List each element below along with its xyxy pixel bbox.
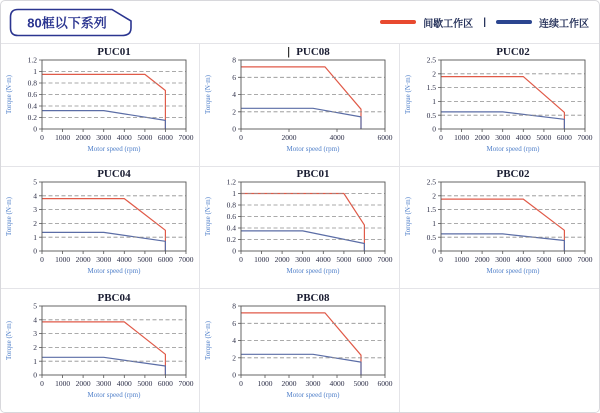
series-continuous (441, 234, 564, 251)
continuous-legend-label: 连续工作区 (539, 18, 589, 30)
y-tick-label: 0.4 (227, 224, 237, 234)
y-tick-label: 4 (232, 335, 237, 345)
x-tick-label: 7000 (577, 255, 593, 265)
chart-pbc08 (201, 291, 397, 411)
y-tick-label: 0.5 (426, 233, 437, 243)
chart-pbc02 (401, 167, 597, 287)
x-tick-label: 1000 (55, 378, 71, 388)
y-tick-label: 0 (232, 124, 237, 134)
x-tick-label: 6000 (158, 132, 174, 142)
x-tick-label: 2000 (281, 378, 297, 388)
series-intermittent (441, 76, 564, 128)
y-tick-label: 2.5 (426, 178, 437, 188)
x-axis-label: Motor speed (rpm) (486, 267, 540, 276)
y-axis-label: Torque (N·m) (5, 197, 14, 237)
x-tick-label: 3000 (495, 132, 511, 142)
series-intermittent (42, 74, 165, 129)
y-tick-label: 8 (232, 55, 237, 65)
x-tick-label: 5000 (536, 255, 552, 265)
y-tick-label: 0.8 (227, 201, 237, 211)
x-tick-label: 2000 (474, 132, 490, 142)
chart-cell (400, 167, 599, 290)
x-tick-label: 4000 (316, 255, 332, 265)
text-cursor (288, 47, 289, 58)
x-tick-label: 2000 (75, 378, 91, 388)
x-tick-label: 2000 (75, 255, 91, 265)
y-tick-label: 0 (432, 124, 437, 134)
y-tick-label: 0.2 (227, 235, 237, 245)
chart-title: PBC08 (296, 291, 330, 304)
y-tick-label: 5 (33, 178, 38, 188)
y-tick-label: 1 (33, 66, 38, 76)
y-tick-label: 0 (232, 247, 237, 257)
x-tick-label: 1000 (254, 255, 270, 265)
y-axis-label: Torque (N·m) (204, 197, 213, 237)
x-tick-label: 5000 (137, 255, 153, 265)
x-tick-label: 4000 (516, 255, 532, 265)
x-axis-label: Motor speed (rpm) (287, 144, 340, 153)
x-tick-label: 6000 (557, 132, 573, 142)
x-tick-label: 3000 (96, 132, 112, 142)
y-tick-label: 1.2 (227, 178, 237, 188)
y-tick-label: 4 (232, 89, 237, 99)
x-tick-label: 1000 (454, 255, 470, 265)
x-tick-label: 6000 (377, 132, 393, 142)
y-tick-label: 1 (432, 96, 437, 106)
chart-pbc01 (201, 167, 397, 287)
series-continuous (42, 110, 165, 128)
y-tick-label: 3 (33, 328, 38, 338)
y-tick-label: 1 (432, 219, 437, 229)
x-tick-label: 1000 (55, 132, 71, 142)
x-tick-label: 7000 (577, 132, 593, 142)
y-tick-label: 2 (33, 219, 38, 229)
chart-title: PUC04 (97, 168, 131, 181)
series-badge (9, 8, 133, 37)
y-tick-label: 6 (232, 318, 237, 328)
x-tick-label: 0 (439, 255, 444, 265)
y-axis-label: Torque (N·m) (404, 197, 413, 237)
x-tick-label: 0 (40, 378, 45, 388)
x-tick-label: 3000 (305, 378, 321, 388)
y-tick-label: 0.8 (27, 78, 38, 88)
x-tick-label: 0 (439, 132, 444, 142)
x-tick-label: 2000 (275, 255, 291, 265)
y-tick-label: 0 (232, 370, 237, 380)
y-tick-label: 4 (33, 315, 38, 325)
intermittent-line-swatch (380, 20, 416, 24)
x-tick-label: 1000 (55, 255, 71, 265)
y-tick-label: 2 (232, 352, 237, 362)
x-tick-label: 7000 (178, 132, 194, 142)
x-tick-label: 7000 (377, 255, 393, 265)
chart-cell (1, 44, 200, 167)
y-axis-label: Torque (N·m) (5, 320, 14, 360)
chart-title: PUC02 (496, 45, 531, 58)
y-tick-label: 1.2 (27, 55, 38, 65)
x-tick-label: 6000 (557, 255, 573, 265)
chart-puc04 (2, 167, 198, 287)
chart-grid (1, 43, 599, 412)
x-tick-label: 4000 (116, 255, 132, 265)
page-header (1, 1, 599, 43)
x-tick-label: 0 (40, 132, 45, 142)
y-tick-label: 0.6 (227, 212, 237, 222)
x-tick-label: 7000 (178, 255, 194, 265)
legend-separator: | (483, 16, 486, 28)
x-tick-label: 5000 (336, 255, 352, 265)
x-tick-label: 3000 (295, 255, 311, 265)
x-tick-label: 0 (239, 255, 244, 265)
x-tick-label: 3000 (96, 255, 112, 265)
y-tick-label: 1.5 (426, 205, 437, 215)
x-tick-label: 6000 (357, 255, 373, 265)
y-tick-label: 1.5 (426, 83, 437, 93)
x-tick-label: 0 (239, 378, 244, 388)
x-tick-label: 6000 (158, 378, 174, 388)
x-tick-label: 4000 (116, 132, 132, 142)
series-badge-label: 80框以下系列 (27, 15, 107, 30)
plot-box (42, 306, 186, 375)
chart-cell (200, 167, 399, 290)
chart-title: PUC08 (296, 45, 331, 58)
series-intermittent (241, 194, 364, 252)
y-tick-label: 8 (232, 301, 237, 311)
y-tick-label: 1 (33, 233, 38, 243)
x-axis-label: Motor speed (rpm) (87, 390, 141, 399)
series-continuous (42, 233, 165, 252)
x-axis-label: Motor speed (rpm) (87, 267, 141, 276)
y-tick-label: 0.2 (27, 112, 38, 122)
y-tick-label: 3 (33, 205, 38, 215)
x-axis-label: Motor speed (rpm) (87, 144, 141, 153)
chart-title: PBC04 (97, 291, 131, 304)
y-tick-label: 0 (33, 124, 38, 134)
y-tick-label: 2.5 (426, 55, 437, 65)
chart-cell (200, 289, 399, 412)
y-axis-label: Torque (N·m) (404, 74, 413, 114)
chart-puc02 (401, 45, 597, 165)
x-tick-label: 3000 (96, 378, 112, 388)
legend (380, 15, 589, 30)
series-intermittent (42, 322, 165, 375)
continuous-line-swatch (496, 20, 532, 24)
series-intermittent (241, 313, 361, 375)
chart-cell (400, 44, 599, 167)
y-tick-label: 0.5 (426, 110, 437, 120)
y-axis-label: Torque (N·m) (5, 74, 14, 114)
chart-cell (1, 289, 200, 412)
x-tick-label: 4000 (516, 132, 532, 142)
series-continuous (241, 231, 364, 251)
chart-title: PBC01 (296, 168, 330, 181)
x-tick-label: 6000 (377, 378, 393, 388)
chart-title: PUC01 (97, 45, 131, 58)
y-tick-label: 0 (432, 247, 437, 257)
series-continuous (441, 112, 564, 129)
x-tick-label: 1000 (454, 132, 470, 142)
x-tick-label: 5000 (353, 378, 369, 388)
x-tick-label: 7000 (178, 378, 194, 388)
y-tick-label: 5 (33, 301, 38, 311)
y-tick-label: 2 (432, 191, 437, 201)
y-tick-label: 1 (232, 189, 237, 199)
y-tick-label: 0 (33, 247, 38, 257)
y-tick-label: 2 (432, 69, 437, 79)
series-continuous (42, 357, 165, 375)
chart-pbc04 (2, 291, 198, 411)
y-tick-label: 4 (33, 191, 38, 201)
y-tick-label: 6 (232, 72, 237, 82)
x-tick-label: 2000 (474, 255, 490, 265)
x-tick-label: 4000 (329, 378, 345, 388)
series-intermittent (42, 199, 165, 251)
x-tick-label: 6000 (158, 255, 174, 265)
y-tick-label: 0.6 (27, 89, 38, 99)
x-tick-label: 4000 (116, 378, 132, 388)
x-axis-label: Motor speed (rpm) (486, 144, 540, 153)
x-tick-label: 2000 (75, 132, 91, 142)
x-tick-label: 3000 (495, 255, 511, 265)
x-tick-label: 0 (40, 255, 45, 265)
series-intermittent (241, 67, 361, 129)
x-tick-label: 0 (239, 132, 244, 142)
x-axis-label: Motor speed (rpm) (287, 390, 340, 399)
x-tick-label: 5000 (137, 132, 153, 142)
x-tick-label: 1000 (257, 378, 273, 388)
y-tick-label: 0.4 (27, 101, 38, 111)
chart-puc08 (201, 45, 397, 165)
y-tick-label: 0 (33, 370, 38, 380)
x-axis-label: Motor speed (rpm) (287, 267, 340, 276)
x-tick-label: 2000 (281, 132, 297, 142)
x-tick-label: 5000 (137, 378, 153, 388)
empty-cell (400, 289, 599, 412)
y-tick-label: 1 (33, 356, 38, 366)
chart-cell (1, 167, 200, 290)
chart-title: PBC02 (496, 168, 530, 181)
series-intermittent (441, 200, 564, 252)
chart-puc01 (2, 45, 198, 165)
y-axis-label: Torque (N·m) (204, 74, 213, 114)
chart-cell (200, 44, 399, 167)
x-tick-label: 5000 (536, 132, 552, 142)
y-tick-label: 2 (232, 107, 237, 117)
y-axis-label: Torque (N·m) (204, 320, 213, 360)
y-tick-label: 2 (33, 342, 38, 352)
intermittent-legend-label: 间歇工作区 (423, 18, 474, 30)
x-tick-label: 4000 (329, 132, 345, 142)
